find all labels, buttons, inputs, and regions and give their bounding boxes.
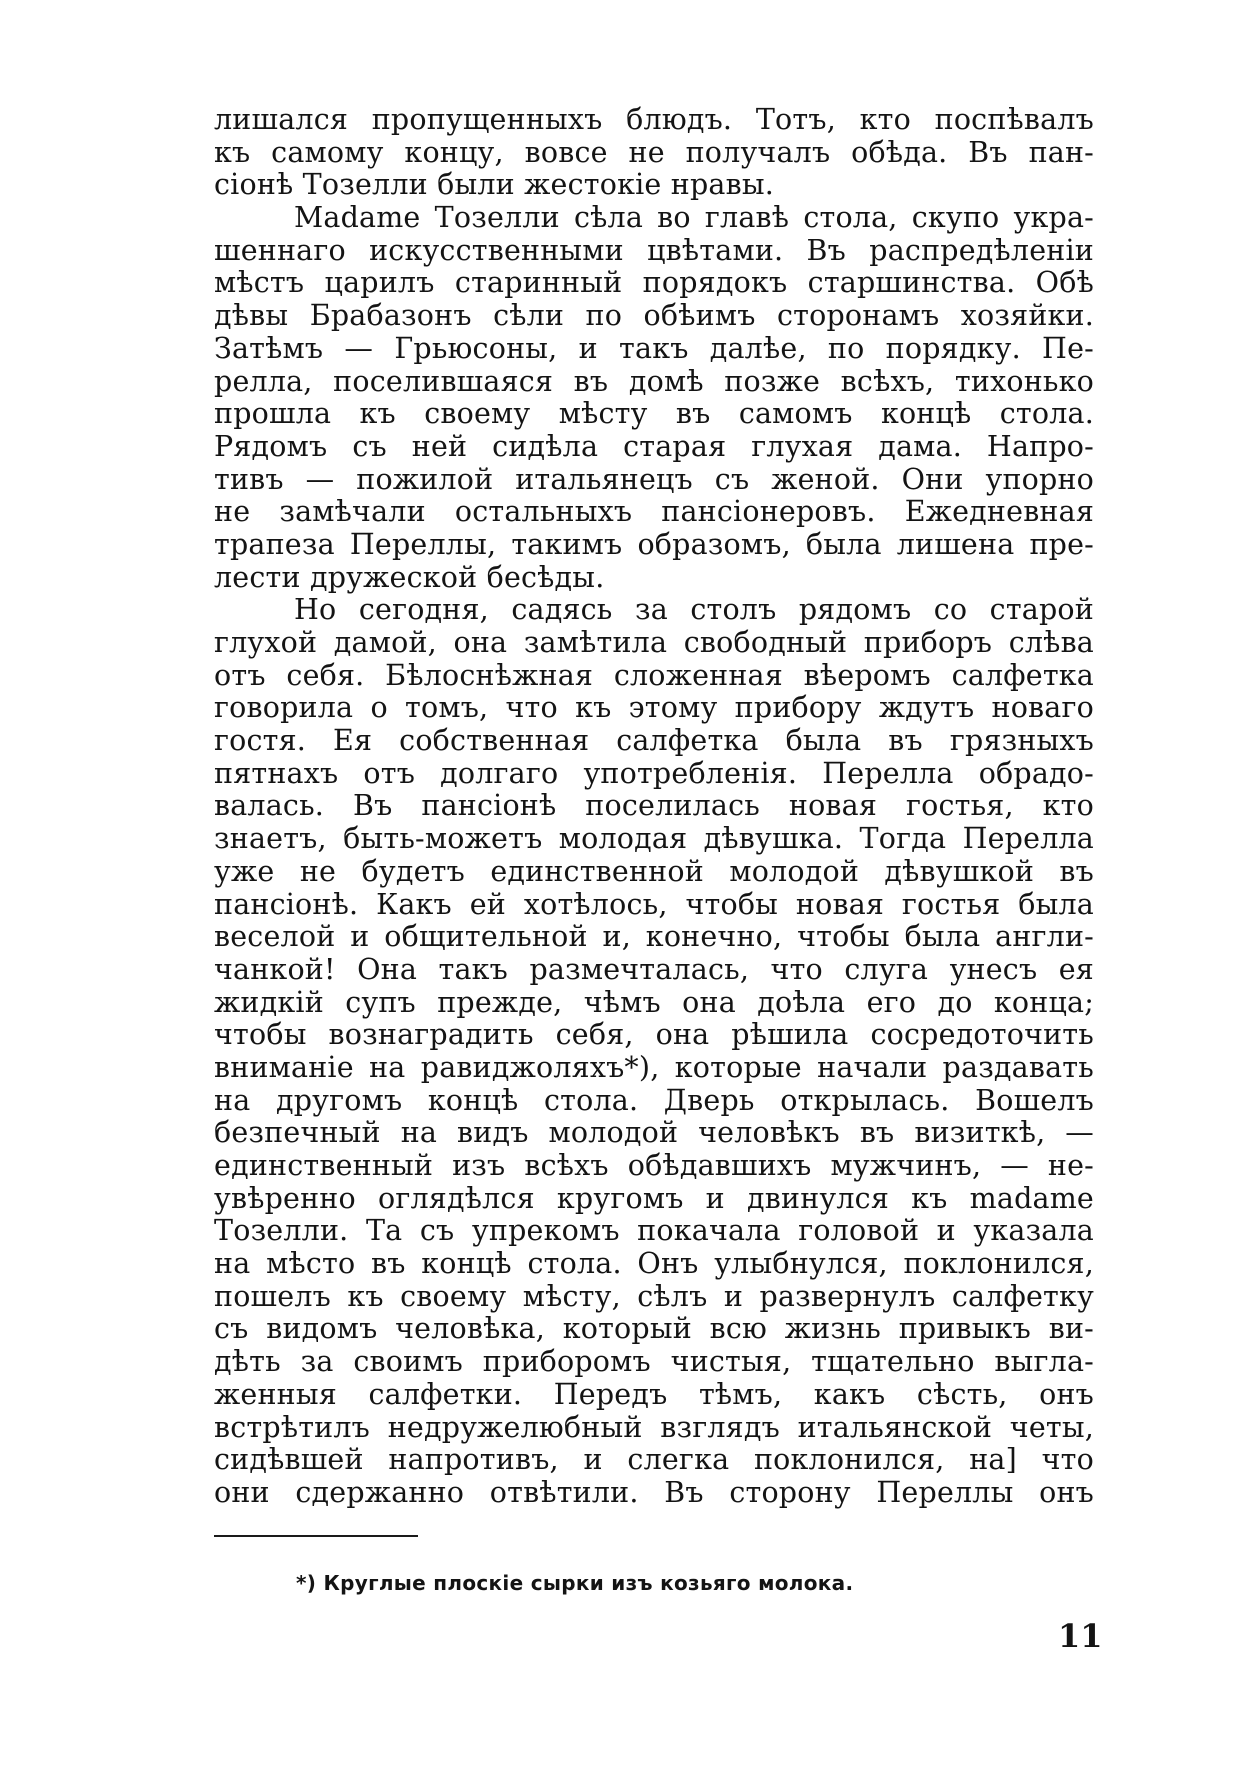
text-line: прошла къ своему мѣсту въ самомъ концѣ стола. — [214, 397, 1094, 431]
text-line: веселой и общительной и, конечно, чтобы была англи- — [214, 920, 1094, 954]
text-line: тивъ — пожилой итальянецъ съ женой. Они упорно — [214, 462, 1094, 496]
text-line: дѣвы Брабазонъ сѣли по обѣимъ сторонамъ хозяйки. — [214, 299, 1094, 333]
text-line: глухой дамой, она замѣтила свободный приборъ слѣва — [214, 626, 1094, 659]
text-line: къ самому концу, вовсе не получалъ обѣда. Въ пан- — [214, 135, 1094, 169]
text-line: единственный изъ всѣхъ обѣдавшихъ мужчинъ, — не- — [214, 1149, 1094, 1182]
text-line: встрѣтилъ недружелюбный взглядъ итальянской четы, — [214, 1410, 1094, 1444]
text-line: Затѣмъ — Грьюсоны, и такъ далѣе, по порядку. Пе- — [214, 331, 1094, 365]
text-line: вниманіе на равиджоляхъ*), которые начали раздавать — [214, 1050, 1094, 1084]
text-line: сіонѣ Тозелли были жестокіе нравы. — [214, 168, 774, 202]
text-line: Рядомъ съ ней сидѣла старая глухая дама. Напро- — [214, 429, 1094, 463]
text-line: чанкой! Она такъ размечталась, что слуга унесъ ея — [214, 952, 1094, 986]
text-line: знаетъ, быть-можетъ молодая дѣвушка. Тогда Перелла — [214, 822, 1094, 856]
text-line: съ видомъ человѣка, который всю жизнь привыкъ ви- — [214, 1312, 1094, 1346]
text-line: гостя. Ея собственная салфетка была въ грязныхъ — [214, 724, 1094, 758]
text-line: Тозелли. Та съ упрекомъ покачала головой и указала — [214, 1214, 1094, 1248]
text-line: дѣть за своимъ приборомъ чистыя, тщательно выгла- — [214, 1345, 1094, 1379]
text-line: Madame Тозелли сѣла во главѣ стола, скупо укра- — [294, 201, 1094, 235]
text-line: отъ себя. Бѣлоснѣжная сложенная вѣеромъ салфетка — [214, 658, 1094, 692]
text-line: на мѣсто въ концѣ стола. Онъ улыбнулся, поклонился, — [214, 1247, 1094, 1281]
text-line: женныя салфетки. Передъ тѣмъ, какъ сѣсть, онъ — [214, 1377, 1094, 1411]
footnote: *) Круглые плоскіе сырки изъ козьяго молока. — [296, 1571, 854, 1595]
body-text — [214, 104, 1094, 1510]
text-line: трапеза Переллы, такимъ образомъ, была лишена пре- — [214, 527, 1094, 561]
text-line: жидкій супъ прежде, чѣмъ она доѣла его до конца; — [214, 985, 1094, 1019]
footnote-divider — [214, 1535, 418, 1537]
text-line: лишался пропущенныхъ блюдъ. Тотъ, кто поспѣвалъ — [214, 103, 1094, 136]
text-line: увѣренно оглядѣлся кругомъ и двинулся къ madame — [214, 1181, 1094, 1215]
text-line: валась. Въ пансіонѣ поселилась новая гостья, кто — [214, 789, 1094, 823]
text-line: релла, поселившаяся въ домѣ позже всѣхъ, тихонько — [214, 364, 1094, 398]
text-line: чтобы вознаградить себя, она рѣшила сосредоточить — [214, 1018, 1094, 1052]
text-line: безпечный на видъ молодой человѣкъ въ визиткѣ, — — [214, 1116, 1094, 1150]
page-number: 11 — [1058, 1617, 1103, 1655]
text-line: пошелъ къ своему мѣсту, сѣлъ и развернулъ салфетку — [214, 1279, 1094, 1313]
text-line: пятнахъ отъ долгаго употребленія. Перелла обрадо- — [214, 756, 1094, 790]
text-line: не замѣчали остальныхъ пансіонеровъ. Ежедневная — [214, 495, 1094, 529]
text-line: говорила о томъ, что къ этому прибору ждутъ новаго — [214, 691, 1094, 725]
text-line: пансіонѣ. Какъ ей хотѣлось, чтобы новая гостья была — [214, 887, 1094, 921]
text-line: лести дружеской бесѣды. — [214, 560, 605, 594]
text-line: шеннаго искусственными цвѣтами. Въ распредѣленіи — [214, 233, 1094, 267]
text-line: они сдержанно отвѣтили. Въ сторону Переллы онъ — [214, 1475, 1094, 1509]
text-line: уже не будетъ единственной молодой дѣвушкой въ — [214, 854, 1094, 888]
text-line: мѣстъ царилъ старинный порядокъ старшинства. Обѣ — [214, 266, 1094, 300]
text-line: сидѣвшей напротивъ, и слегка поклонился, на] что — [214, 1443, 1094, 1477]
text-line: Но сегодня, садясь за столъ рядомъ со старой — [294, 593, 1094, 627]
text-line: на другомъ концѣ стола. Дверь открылась. Вошелъ — [214, 1083, 1094, 1117]
